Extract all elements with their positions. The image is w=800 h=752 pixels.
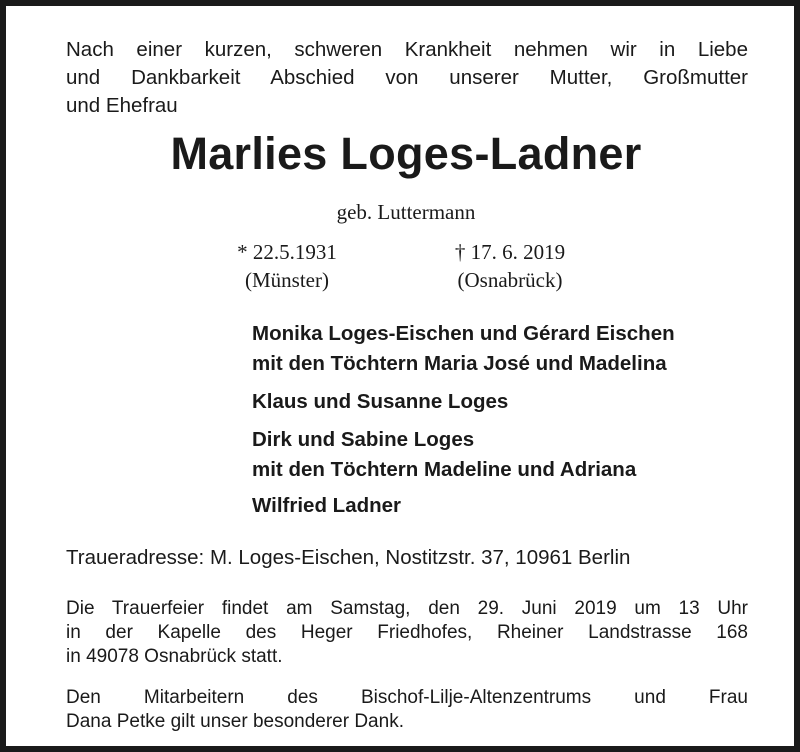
- ceremony-text: [66, 597, 748, 669]
- mourning-address: Traueradresse: M. Loges-Eischen, Nostitzstr. 37, 10961 Berlin: [66, 546, 631, 569]
- family-line: Wilfried Ladner: [252, 494, 402, 517]
- thanks-text: [66, 686, 748, 734]
- deceased-name: Marlies Loges-Ladner: [170, 128, 642, 179]
- family-line: Klaus und Susanne Loges: [252, 390, 509, 413]
- intro-text: [66, 36, 756, 120]
- birth-place: (Münster): [245, 268, 329, 292]
- death-date: † 17. 6. 2019: [454, 240, 566, 264]
- birth-date: * 22.5.1931: [237, 240, 337, 264]
- ceremony-line-1: Die Trauerfeier findet am Samstag, den 29. Juni 2019 um 13 Uhr: [66, 598, 748, 619]
- thanks-line-1: Den Mitarbeitern des Bischof-Lilje-Altenzentrums und Frau: [66, 687, 748, 708]
- family-line: Dirk und Sabine Loges: [252, 428, 475, 451]
- maiden-name: geb. Luttermann: [336, 200, 476, 224]
- ceremony-line-2: in der Kapelle des Heger Friedhofes, Rheiner Landstrasse 168: [66, 622, 748, 643]
- death-place: (Osnabrück): [457, 268, 563, 292]
- intro-line-3: und Ehefrau: [66, 94, 178, 117]
- ceremony-line-3: in 49078 Osnabrück statt.: [66, 646, 283, 667]
- intro-line-1: Nach einer kurzen, schweren Krankheit nehmen wir in Liebe: [66, 38, 748, 61]
- thanks-line-2: Dana Petke gilt unser besonderer Dank.: [66, 711, 404, 732]
- family-line: Monika Loges-Eischen und Gérard Eischen: [252, 322, 675, 345]
- family-line: mit den Töchtern Madeline und Adriana: [252, 458, 637, 481]
- intro-line-2: und Dankbarkeit Abschied von unserer Mutter, Großmutter: [66, 66, 748, 89]
- family-line: mit den Töchtern Maria José und Madelina: [252, 352, 667, 375]
